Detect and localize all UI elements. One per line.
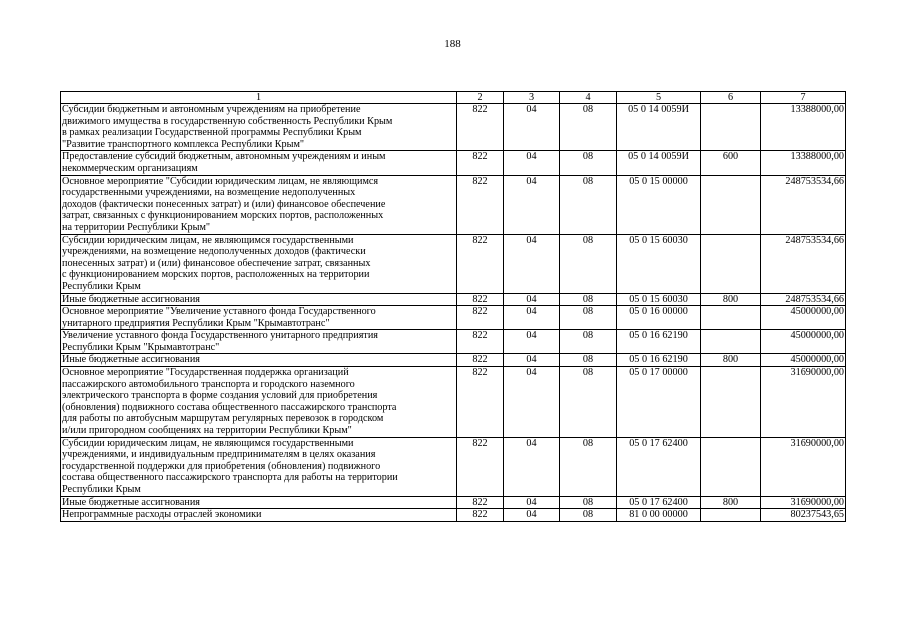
admin-code-cell: 822 — [457, 293, 504, 306]
expense-name-cell — [61, 104, 457, 151]
section-code-cell: 04 — [504, 175, 560, 234]
expense-name-line: пассажирского автомобильного транспорта и городского наземного — [62, 378, 355, 390]
table-row — [61, 293, 846, 306]
section-code-cell: 04 — [504, 293, 560, 306]
expense-name-cell — [61, 509, 457, 522]
budget-table — [60, 91, 846, 522]
expense-name-line: Иные бюджетные ассигнования — [62, 354, 200, 366]
column-header-5: 5 — [617, 92, 701, 104]
admin-code-cell: 822 — [457, 496, 504, 509]
expense-name-line: доходов (фактически понесенных затрат) и (или) финансовое обеспечение — [62, 198, 386, 210]
expense-type-cell: 800 — [701, 496, 761, 509]
admin-code-cell: 822 — [457, 330, 504, 354]
admin-code-cell: 822 — [457, 175, 504, 234]
expense-name-line: Республики Крым "Крымавтотранс" — [62, 341, 220, 353]
table-row — [61, 330, 846, 354]
section-code-cell: 04 — [504, 367, 560, 438]
section-code-cell: 04 — [504, 151, 560, 175]
expense-name-line: Субсидии юридическим лицам, не являющимся государственными — [62, 437, 354, 449]
admin-code-cell: 822 — [457, 437, 504, 496]
expense-name-cell — [61, 306, 457, 330]
amount-cell: 13388000,00 — [761, 151, 846, 175]
section-code-cell: 04 — [504, 104, 560, 151]
expense-type-cell: 800 — [701, 354, 761, 367]
expense-name-cell — [61, 234, 457, 293]
expense-type-cell — [701, 234, 761, 293]
column-header-6: 6 — [701, 92, 761, 104]
expense-name-line: (обновления) подвижного состава общественного пассажирского транспорта — [62, 401, 397, 413]
expense-name-line: Непрограммные расходы отраслей экономики — [62, 509, 262, 521]
expense-name-line: состава общественного пассажирского транспорта для работы на территории — [62, 472, 398, 484]
expense-name-line: и/или пригородном сообщениях на территории Республики Крым" — [62, 425, 352, 437]
expense-name-line: Субсидии бюджетным и автономным учреждениям на приобретение — [62, 104, 361, 115]
expense-name-cell — [61, 293, 457, 306]
target-article-cell: 05 0 17 62400 — [617, 496, 701, 509]
expense-name-cell — [61, 367, 457, 438]
expense-name-line: учреждениями, и индивидуальным предпринимателям в целях оказания — [62, 449, 376, 461]
expense-name-cell — [61, 437, 457, 496]
expense-name-line: Основное мероприятие "Государственная поддержка организаций — [62, 367, 349, 379]
amount-cell: 45000000,00 — [761, 330, 846, 354]
table-row — [61, 104, 846, 151]
amount-cell: 248753534,66 — [761, 175, 846, 234]
target-article-cell: 05 0 16 62190 — [617, 354, 701, 367]
expense-type-cell — [701, 330, 761, 354]
table-row — [61, 151, 846, 175]
target-article-cell: 05 0 15 60030 — [617, 234, 701, 293]
target-article-cell: 05 0 15 60030 — [617, 293, 701, 306]
subsection-code-cell: 08 — [560, 151, 617, 175]
subsection-code-cell: 08 — [560, 367, 617, 438]
section-code-cell: 04 — [504, 354, 560, 367]
table-row — [61, 306, 846, 330]
amount-cell: 31690000,00 — [761, 367, 846, 438]
amount-cell: 248753534,66 — [761, 234, 846, 293]
expense-type-cell: 800 — [701, 293, 761, 306]
table-header-row — [61, 92, 846, 104]
admin-code-cell: 822 — [457, 509, 504, 522]
expense-name-line: движимого имущества в государственную собственность Республики Крым — [62, 115, 393, 127]
table-row — [61, 509, 846, 522]
table-body — [61, 104, 846, 522]
page-number: 188 — [444, 38, 461, 50]
section-code-cell: 04 — [504, 330, 560, 354]
subsection-code-cell: 08 — [560, 234, 617, 293]
expense-type-cell — [701, 367, 761, 438]
subsection-code-cell: 08 — [560, 509, 617, 522]
expense-name-line: Республики Крым — [62, 484, 141, 495]
expense-name-line: с функционированием морских портов, расположенных на территории — [62, 269, 370, 281]
section-code-cell: 04 — [504, 306, 560, 330]
expense-name-line: Предоставление субсидий бюджетным, автономным учреждениям и иным — [62, 151, 386, 163]
target-article-cell: 05 0 16 00000 — [617, 306, 701, 330]
column-header-7: 7 — [761, 92, 846, 104]
amount-cell: 80237543,65 — [761, 509, 846, 522]
target-article-cell: 05 0 17 62400 — [617, 437, 701, 496]
admin-code-cell: 822 — [457, 354, 504, 367]
expense-type-cell — [701, 437, 761, 496]
target-article-cell: 05 0 16 62190 — [617, 330, 701, 354]
expense-name-line: в рамках реализации Государственной программы Республики Крым — [62, 127, 362, 139]
expense-name-cell — [61, 330, 457, 354]
expense-type-cell — [701, 175, 761, 234]
expense-name-line: государственными учреждениями, на возмещение недополученных — [62, 187, 356, 199]
expense-name-line: Иные бюджетные ассигнования — [62, 293, 200, 305]
subsection-code-cell: 08 — [560, 354, 617, 367]
expense-name-line: понесенных затрат) и (или) финансовое обеспечение затрат, связанных — [62, 257, 371, 269]
section-code-cell: 04 — [504, 234, 560, 293]
admin-code-cell: 822 — [457, 104, 504, 151]
expense-name-cell — [61, 151, 457, 175]
subsection-code-cell: 08 — [560, 437, 617, 496]
expense-name-line: для работы по автобусным маршрутам регулярных перевозок в городском — [62, 413, 384, 425]
admin-code-cell: 822 — [457, 151, 504, 175]
section-code-cell: 04 — [504, 509, 560, 522]
amount-cell: 13388000,00 — [761, 104, 846, 151]
table-row — [61, 175, 846, 234]
table-row — [61, 437, 846, 496]
expense-type-cell — [701, 509, 761, 522]
expense-name-line: Основное мероприятие "Увеличение уставного фонда Государственного — [62, 306, 376, 318]
expense-name-line: Субсидии юридическим лицам, не являющимся государственными — [62, 234, 354, 246]
expense-name-cell — [61, 354, 457, 367]
expense-name-line: государственной поддержки для приобретения (обновления) подвижного — [62, 460, 381, 472]
column-header-4: 4 — [560, 92, 617, 104]
amount-cell: 31690000,00 — [761, 437, 846, 496]
expense-name-line: затрат, связанных с функционированием морских портов, расположенных — [62, 210, 384, 222]
expense-name-line: Увеличение уставного фонда Государственного унитарного предприятия — [62, 330, 378, 342]
subsection-code-cell: 08 — [560, 306, 617, 330]
amount-cell: 31690000,00 — [761, 496, 846, 509]
subsection-code-cell: 08 — [560, 496, 617, 509]
section-code-cell: 04 — [504, 496, 560, 509]
table-row — [61, 234, 846, 293]
subsection-code-cell: 08 — [560, 104, 617, 151]
expense-name-line: Республики Крым — [62, 280, 141, 292]
expense-name-cell — [61, 175, 457, 234]
admin-code-cell: 822 — [457, 367, 504, 438]
expense-name-line: "Развитие транспортного комплекса Республики Крым" — [62, 138, 305, 150]
expense-name-line: учреждениями, на возмещение недополученных доходов (фактически — [62, 246, 366, 258]
amount-cell: 45000000,00 — [761, 354, 846, 367]
column-header-1: 1 — [61, 92, 457, 104]
expense-type-cell: 600 — [701, 151, 761, 175]
subsection-code-cell: 08 — [560, 330, 617, 354]
expense-name-line: унитарного предприятия Республики Крым "Крымавтотранс" — [62, 317, 330, 329]
amount-cell: 248753534,66 — [761, 293, 846, 306]
column-header-3: 3 — [504, 92, 560, 104]
table-row — [61, 354, 846, 367]
admin-code-cell: 822 — [457, 234, 504, 293]
table-row — [61, 367, 846, 438]
admin-code-cell: 822 — [457, 306, 504, 330]
target-article-cell: 05 0 14 0059И — [617, 104, 701, 151]
table-row — [61, 496, 846, 509]
target-article-cell: 05 0 17 00000 — [617, 367, 701, 438]
section-code-cell: 04 — [504, 437, 560, 496]
expense-type-cell — [701, 104, 761, 151]
column-header-2: 2 — [457, 92, 504, 104]
expense-name-line: некоммерческим организациям — [62, 162, 198, 174]
amount-cell: 45000000,00 — [761, 306, 846, 330]
expense-name-line: Иные бюджетные ассигнования — [62, 496, 200, 508]
subsection-code-cell: 08 — [560, 293, 617, 306]
expense-name-line: Основное мероприятие "Субсидии юридическим лицам, не являющимся — [62, 175, 379, 187]
expense-name-line: электрического транспорта в форме создания условий для приобретения — [62, 390, 378, 402]
expense-type-cell — [701, 306, 761, 330]
target-article-cell: 05 0 14 0059И — [617, 151, 701, 175]
target-article-cell: 81 0 00 00000 — [617, 509, 701, 522]
subsection-code-cell: 08 — [560, 175, 617, 234]
expense-name-line: на территории Республики Крым" — [62, 221, 211, 233]
target-article-cell: 05 0 15 00000 — [617, 175, 701, 234]
expense-name-cell — [61, 496, 457, 509]
